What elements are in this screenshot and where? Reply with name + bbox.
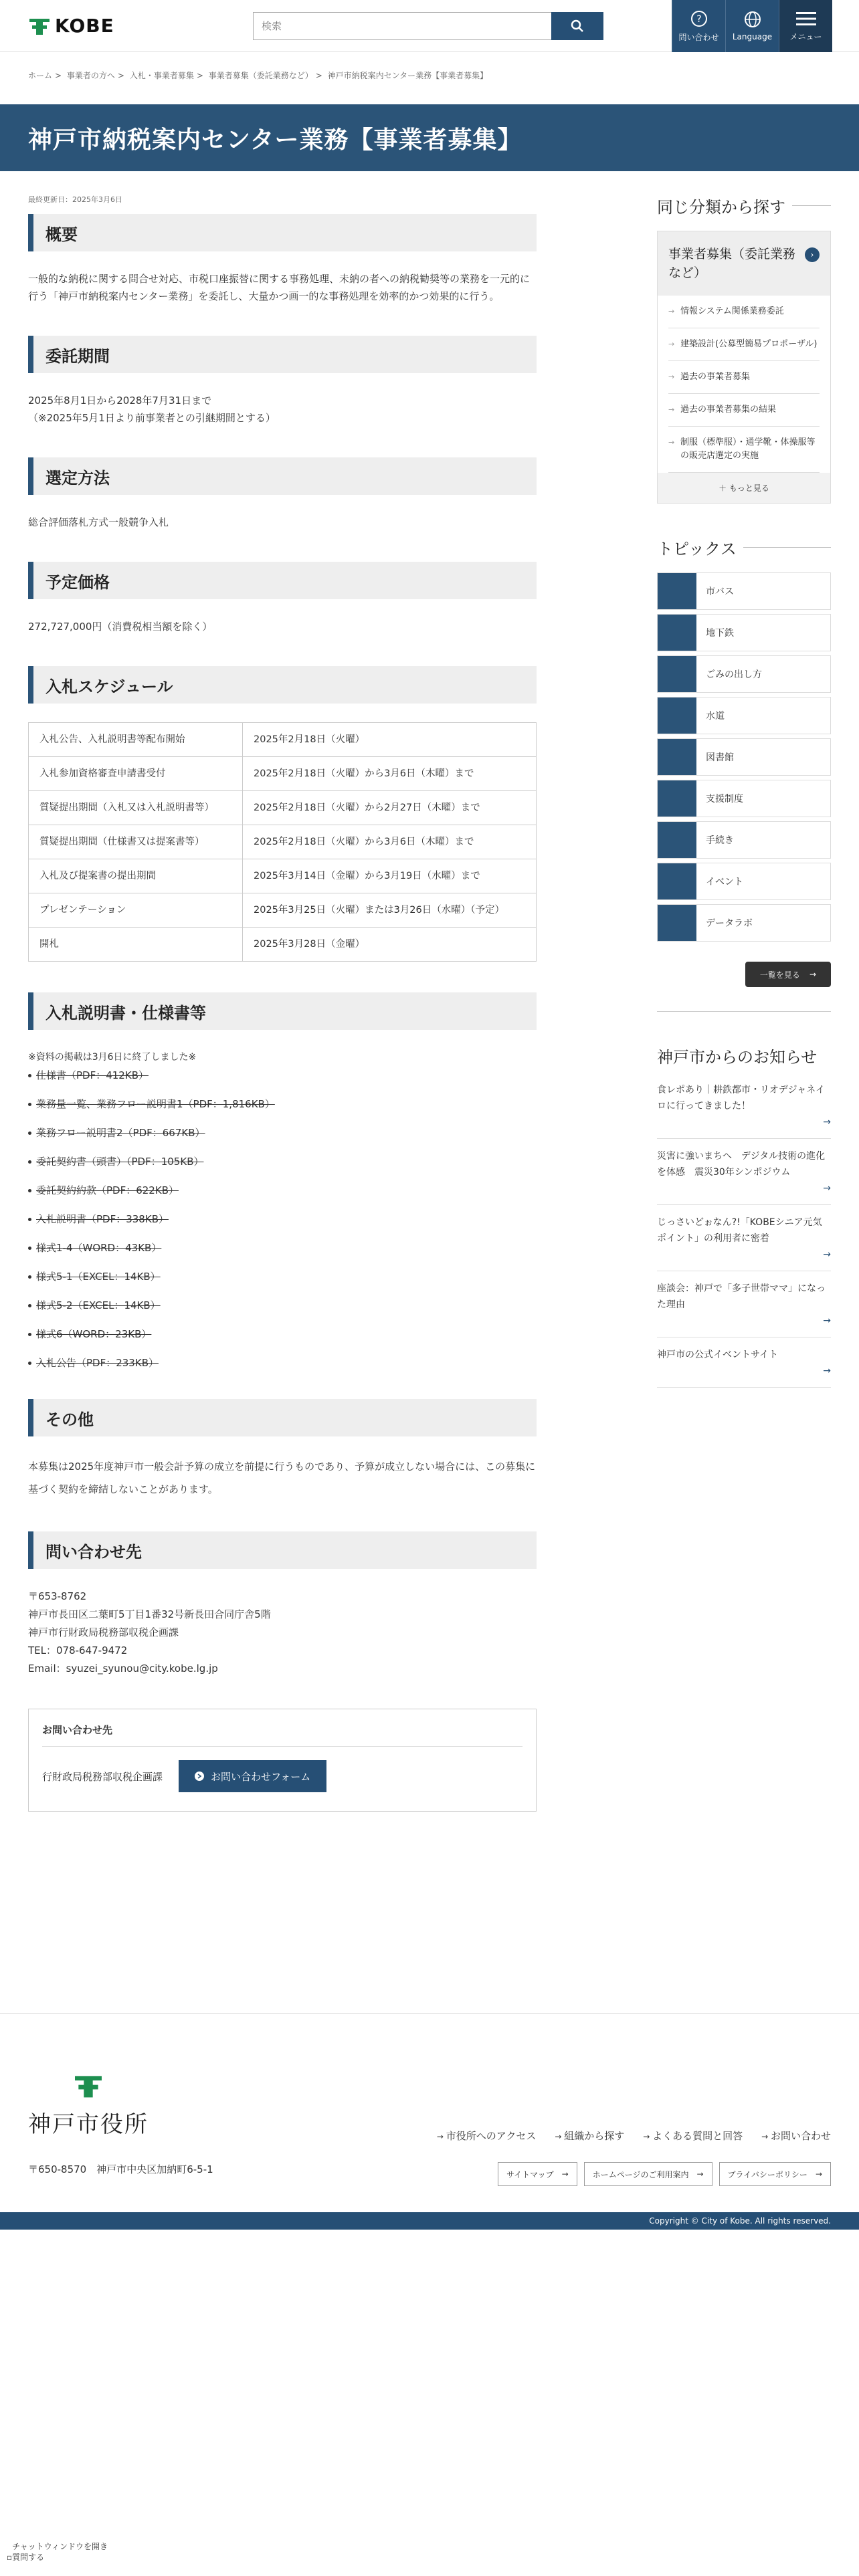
section-period-heading: 委託期間 <box>28 336 537 373</box>
kobe-logo[interactable] <box>28 15 114 37</box>
list-button-label: 一覧を見る <box>759 970 800 980</box>
topic-item[interactable] <box>657 821 831 859</box>
usage-guide-button[interactable] <box>584 2162 712 2186</box>
title-band <box>0 104 859 171</box>
news-item[interactable] <box>657 1078 831 1139</box>
list-item <box>28 1182 537 1198</box>
breadcrumb-current: 神戸市納税案内センター業務【事業者募集】 <box>327 71 488 80</box>
contact-info <box>28 1588 537 1678</box>
contact-button[interactable] <box>672 0 725 52</box>
list-item <box>28 1125 537 1141</box>
arrow-right-icon: → <box>823 1366 831 1376</box>
section-docs-heading: 入札説明書・仕様書等 <box>28 992 537 1030</box>
breadcrumb: ホーム > 事業者の方へ > 入札・事業者募集 > 事業者募集（委託業務など） > 神戸市納税案内センター業務【事業者募集】 <box>28 71 488 80</box>
list-button[interactable] <box>745 962 831 987</box>
arrow-right-icon: → <box>823 1315 831 1326</box>
overview-text: 一般的な納税に関する問合せ対応、市税口座振替に関する事務処理、未納の者への納税勧奨等の業務を一元的に行う「神戸市納税案内センター業務」を委託し、大量かつ画一的な事務処理を効率的かつ効果的に行う。 <box>28 273 531 302</box>
table-row <box>29 859 537 893</box>
doc-item: 入札公告（PDF：233KB） <box>36 1357 159 1369</box>
category-list <box>658 296 830 473</box>
schedule-item: 質疑提出期間（仕様書又は提案書等） <box>29 825 243 859</box>
list-item <box>28 1240 537 1256</box>
svg-text:?: ? <box>696 13 702 25</box>
news-title: 神戸市からのお知らせ <box>657 1048 818 1067</box>
search-input[interactable] <box>253 12 551 40</box>
copyright-text: Copyright © City of Kobe. All rights reserved. <box>649 2216 831 2226</box>
doc-item: 仕様書（PDF：412KB） <box>36 1069 149 1081</box>
schedule-table <box>28 722 537 962</box>
topic-item[interactable] <box>657 904 831 942</box>
section-contact-heading: 問い合わせ先 <box>28 1531 537 1569</box>
topic-bar <box>658 822 696 858</box>
schedule-item: プレゼンテーション <box>29 893 243 928</box>
doc-item: 業務フロー説明書2（PDF：667KB） <box>36 1127 205 1139</box>
topic-label: イベント <box>706 877 743 887</box>
globe-icon <box>744 11 761 28</box>
list-item <box>28 1211 537 1227</box>
kobe-mark-icon <box>28 16 51 36</box>
sitemap-label: サイトマップ <box>506 2169 554 2179</box>
list-item <box>28 1269 537 1285</box>
sitemap-button[interactable] <box>498 2162 577 2186</box>
news-item[interactable] <box>657 1144 831 1205</box>
privacy-button[interactable] <box>719 2162 831 2186</box>
schedule-item: 入札参加資格審査申請書受付 <box>29 757 243 791</box>
inquiry-dept: 行財政局税務部収税企画課 <box>42 1770 163 1783</box>
arrow-right-icon: → <box>815 2169 822 2179</box>
language-button[interactable] <box>725 0 779 52</box>
more-label: もっと見る <box>729 484 769 493</box>
arrow-right-icon: → <box>696 2169 704 2179</box>
contact-button-label: 問い合わせ <box>678 32 719 42</box>
topic-label: 図書館 <box>706 752 734 763</box>
topic-bar <box>658 739 696 775</box>
same-category-title <box>657 194 831 217</box>
topic-bar <box>658 615 696 651</box>
list-item <box>28 1326 537 1342</box>
menu-button-label: メニュー <box>789 31 822 41</box>
schedule-item: 入札及び提案書の提出期間 <box>29 859 243 893</box>
arrow-right-icon: → <box>809 970 816 979</box>
topic-label: 市バス <box>706 586 734 597</box>
topic-item[interactable] <box>657 697 831 734</box>
news-text: じっさいどぉなん?!「KOBEシニア元気ポイント」の利用者に密着 <box>657 1217 822 1244</box>
news-text: 座談会：神戸で「多子世帯ママ」になった理由 <box>657 1283 826 1310</box>
inquiry-form-label: お問い合わせフォーム <box>211 1770 311 1783</box>
topic-bar <box>658 905 696 941</box>
section-price-heading: 予定価格 <box>28 562 537 599</box>
category-box <box>657 231 831 504</box>
arrow-right-icon: → <box>561 2169 569 2179</box>
search-button[interactable] <box>551 12 603 40</box>
site-header <box>0 0 859 52</box>
news-section <box>657 1011 831 1388</box>
chat-launcher[interactable] <box>7 2541 112 2563</box>
topic-item[interactable] <box>657 780 831 817</box>
footer-link-faq[interactable]: → よくある質問と回答 <box>643 2129 743 2143</box>
price-text: 272,727,000円（消費税相当額を除く） <box>28 621 213 633</box>
topic-bar <box>658 697 696 734</box>
topic-item[interactable] <box>657 655 831 693</box>
table-row <box>29 757 537 791</box>
docs-list <box>28 1067 537 1371</box>
copyright-bar <box>0 2212 859 2230</box>
news-item[interactable] <box>657 1277 831 1337</box>
schedule-date: 2025年3月28日（金曜） <box>243 928 537 962</box>
schedule-date: 2025年2月18日（火曜）から3月6日（木曜）まで <box>243 757 537 791</box>
inquiry-form-button[interactable] <box>179 1760 326 1792</box>
table-row <box>29 791 537 825</box>
footer-address: 〒650-8570 神戸市中央区加納町6-5-1 <box>28 2163 213 2175</box>
doc-item: 委託契約書（頭書）（PDF：105KB） <box>36 1156 204 1168</box>
news-item[interactable] <box>657 1210 831 1271</box>
table-row <box>29 825 537 859</box>
topic-label: 支援制度 <box>706 794 743 804</box>
more-button[interactable]: ＋ もっと見る <box>658 473 830 503</box>
topic-item[interactable] <box>657 572 831 610</box>
footer-link-contact[interactable]: → お問い合わせ <box>761 2129 831 2143</box>
period-line2: （※2025年5月1日より前事業者との引継期間とする） <box>28 412 276 424</box>
kobe-mark-icon <box>73 2072 104 2099</box>
site-footer <box>0 2013 859 2227</box>
updated-date: 最終更新日：2025年3月6日 <box>28 195 122 204</box>
docs-note: ※資料の掲載は3月6日に終了しました※ <box>28 1052 197 1063</box>
category-item[interactable]: → 情報システム関係業務委託 <box>668 296 820 328</box>
topic-label: 手続き <box>706 835 734 846</box>
schedule-date: 2025年2月18日（火曜）から2月27日（木曜）まで <box>243 791 537 825</box>
chat-text: チャットウィンドウを開き質問する <box>12 2542 108 2562</box>
arrow-right-icon: → <box>823 1249 831 1260</box>
language-button-label: Language <box>732 32 773 41</box>
section-overview-heading: 概要 <box>28 214 537 251</box>
news-text: 食レポあり｜耕鉄都市・リオデジャネイロに行ってきました！ <box>657 1085 826 1111</box>
topics-title-text: トピックス <box>657 540 737 558</box>
chevron-right-icon: › <box>805 247 820 262</box>
list-item <box>28 1067 537 1083</box>
chat-icon: ▫ <box>7 2553 13 2562</box>
table-row <box>29 893 537 928</box>
contact-dept: 神戸市行財政局税務部収税企画課 <box>28 1626 179 1638</box>
footer-logo <box>28 2072 149 2139</box>
arrow-right-icon: → <box>823 1183 831 1194</box>
list-button-wrap <box>657 962 831 987</box>
section-schedule-heading: 入札スケジュール <box>28 666 537 704</box>
other-text: 本募集は2025年度神戸市一般会計予算の成立を前提に行うものであり、予算が成立しない場合には、この募集に基づく契約を締結しないことがあります。 <box>28 1461 536 1495</box>
search-bar <box>253 12 603 40</box>
topic-label: ごみの出し方 <box>706 669 762 680</box>
schedule-date: 2025年2月18日（火曜） <box>243 723 537 757</box>
doc-item: 様式1-4（WORD：43KB） <box>36 1242 162 1254</box>
list-item <box>28 1297 537 1313</box>
header-buttons <box>672 0 832 52</box>
topic-label: データラボ <box>706 918 753 929</box>
schedule-date: 2025年3月14日（金曜）から3月19日（水曜）まで <box>243 859 537 893</box>
schedule-date: 2025年3月25日（火曜）または3月26日（水曜）（予定） <box>243 893 537 928</box>
schedule-item: 入札公告、入札説明書等配布開始 <box>29 723 243 757</box>
chevron-circle-icon <box>195 1772 204 1781</box>
breadcrumb-home[interactable]: ホーム <box>28 71 53 80</box>
news-text: 神戸市の公式イベントサイト <box>657 1350 779 1360</box>
period-line1: 2025年8月1日から2028年7月31日まで <box>28 395 212 407</box>
inquiry-row <box>42 1760 522 1792</box>
sidebar <box>657 194 831 1393</box>
topic-label: 水道 <box>706 711 725 722</box>
topic-item[interactable] <box>657 738 831 776</box>
schedule-item: 質疑提出期間（入札又は入札説明書等） <box>29 791 243 825</box>
category-item[interactable]: → 制服（標準服）・通学靴・体操服等の販売店選定の実施 <box>668 427 820 473</box>
news-item[interactable] <box>657 1343 831 1388</box>
doc-item: 業務量一覧、業務フロー説明書1（PDF：1,816KB） <box>36 1098 275 1110</box>
topic-label: 地下鉄 <box>706 628 734 639</box>
section-other-heading: その他 <box>28 1399 537 1436</box>
doc-item: 委託契約約款（PDF：622KB） <box>36 1184 179 1196</box>
list-item <box>28 1154 537 1170</box>
category-item[interactable]: → 過去の事業者募集 <box>668 361 820 394</box>
schedule-date: 2025年2月18日（火曜）から3月6日（木曜）まで <box>243 825 537 859</box>
main-content <box>28 194 537 1812</box>
question-icon <box>690 10 708 27</box>
breadcrumb-recruitment[interactable]: 事業者募集（委託業務など） <box>208 71 313 80</box>
topic-bar <box>658 573 696 609</box>
same-category-title-text: 同じ分類から探す <box>657 198 785 217</box>
footer-logo-text: 神戸市役所 <box>28 2111 149 2138</box>
doc-item: 入札説明書（PDF：338KB） <box>36 1213 169 1225</box>
news-text: 災害に強いまちへ デジタル技術の進化を体感 震災30年シンポジウム <box>657 1151 826 1178</box>
usage-guide-label: ホームページのご利用案内 <box>592 2169 689 2179</box>
contact-postal: 〒653-8762 <box>28 1590 87 1602</box>
footer-links <box>437 2129 831 2143</box>
footer-link-org[interactable]: → 組織から探す <box>555 2129 624 2143</box>
footer-link-access[interactable]: → 市役所へのアクセス <box>437 2129 536 2143</box>
breadcrumb-bidding[interactable]: 入札・事業者募集 <box>129 71 194 80</box>
category-head-link[interactable] <box>658 231 830 296</box>
page-title: 神戸市納税案内センター業務【事業者募集】 <box>28 126 522 154</box>
table-row <box>29 928 537 962</box>
menu-button[interactable] <box>779 0 832 52</box>
inquiry-box <box>28 1709 537 1812</box>
topics-title <box>657 536 831 559</box>
arrow-right-icon: → <box>823 1117 831 1128</box>
doc-item: 様式5-1（EXCEL：14KB） <box>36 1271 161 1283</box>
section-method-heading: 選定方法 <box>28 457 537 495</box>
topic-bar <box>658 863 696 899</box>
category-item[interactable]: → 建築設計(公募型簡易プロポーザル) <box>668 328 820 361</box>
schedule-item: 開札 <box>29 928 243 962</box>
breadcrumb-business[interactable]: 事業者の方へ <box>66 71 115 80</box>
list-item <box>28 1355 537 1371</box>
method-text: 総合評価落札方式一般競争入札 <box>28 516 169 528</box>
category-item[interactable]: → 過去の事業者募集の結果 <box>668 394 820 427</box>
category-head-label: 事業者募集（委託業務など） <box>668 247 796 280</box>
inquiry-title: お問い合わせ先 <box>42 1723 522 1747</box>
contact-address: 神戸市長田区二葉町5丁目1番32号新長田合同庁舎5階 <box>28 1608 271 1620</box>
contact-tel: TEL：078-647-9472 <box>28 1644 128 1656</box>
contact-email: Email：syuzei_syunou@city.kobe.lg.jp <box>28 1662 218 1675</box>
table-row <box>29 723 537 757</box>
topic-bar <box>658 780 696 817</box>
topics-list <box>657 572 831 942</box>
footer-buttons <box>498 2162 831 2186</box>
topic-item[interactable] <box>657 614 831 651</box>
hamburger-icon <box>796 11 816 27</box>
doc-item: 様式5-2（EXCEL：14KB） <box>36 1299 161 1311</box>
privacy-label: プライバシーポリシー <box>727 2169 807 2179</box>
topic-item[interactable] <box>657 863 831 900</box>
search-icon <box>571 19 584 33</box>
list-item <box>28 1096 537 1112</box>
logo-text: KOBE <box>55 15 114 37</box>
doc-item: 様式6（WORD：23KB） <box>36 1328 152 1340</box>
topic-bar <box>658 656 696 692</box>
